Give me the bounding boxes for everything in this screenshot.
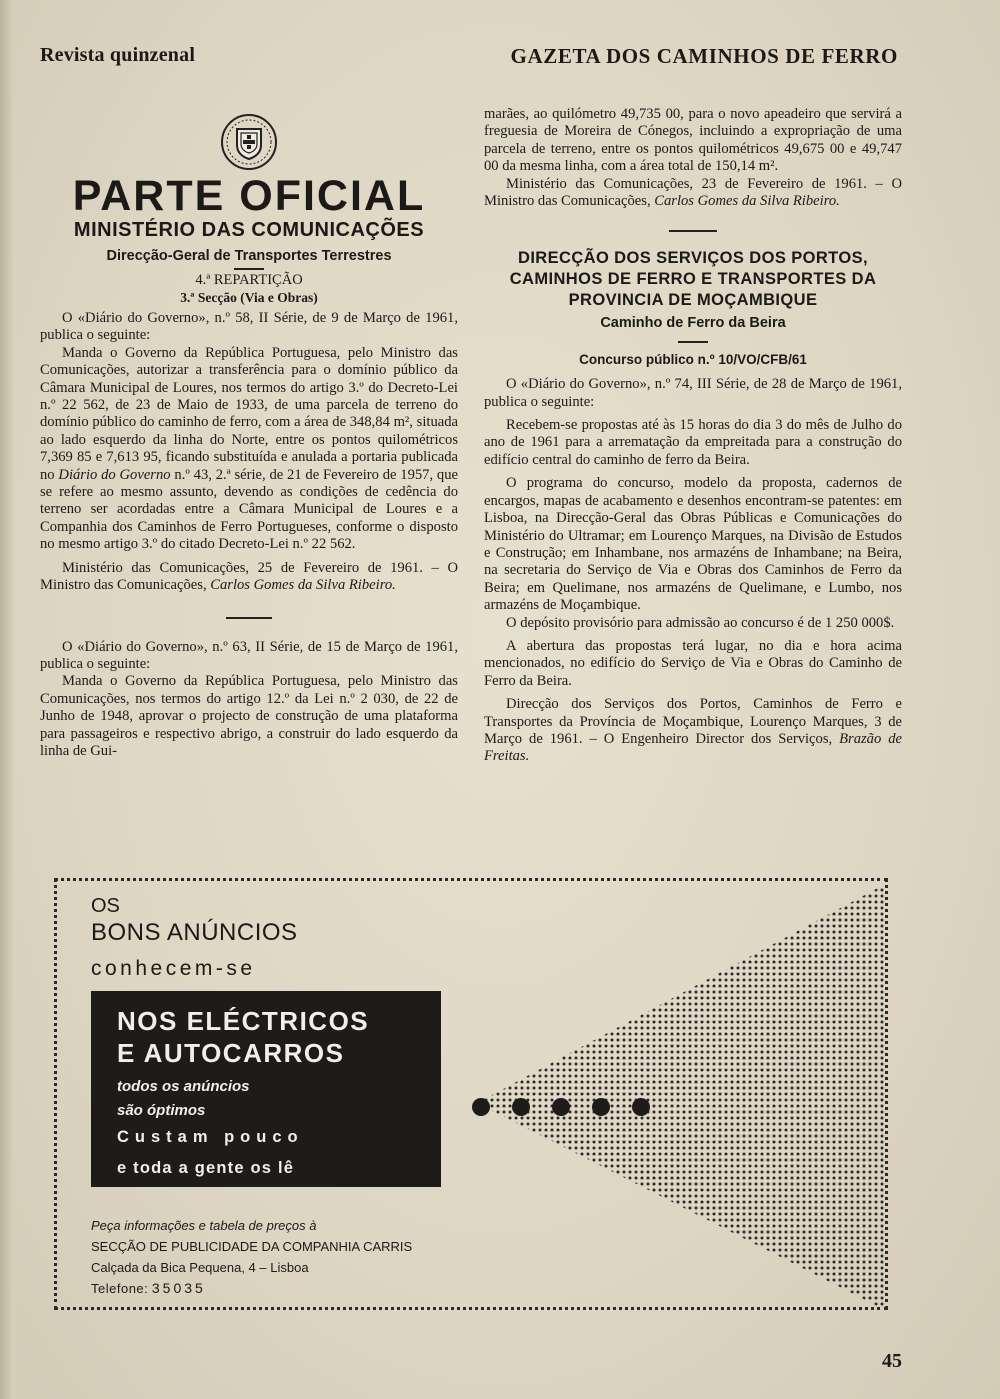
item2-intro: O «Diário do Governo», n.º 63, II Série, de 15 de Março de 1961, publica o seguinte:: [40, 638, 458, 672]
section-title: PARTE OFICIAL: [72, 172, 426, 220]
ad-line-4: e toda a gente os lê: [117, 1159, 295, 1177]
page-spine-shadow: [0, 0, 14, 1399]
ad-info-3: Calçada da Bica Pequena, 4 – Lisboa: [91, 1260, 309, 1275]
ad-headline-1: NOS ELÉCTRICOS: [117, 1006, 370, 1036]
contest-p3: O programa do concurso, modelo da proposta, cadernos de encargos, mapas de acabamento e desenhos encontram-se patentes: em Lisboa, na Direcção-Geral das Obras Públicas e Comunicações do Ministério do Ultramar; em Lourenço Marques, na Divisão de Estudos e Construção; em Inhambane, nos armazéns de Inhambane; na Beira, na secretaria do Serviço de Via e Obras dos Caminhos de Ferro da Beira; em Quelimane, nos armazéns de Quelimane, e Lumbo, nos armazéns de Moçambique.: [484, 475, 902, 614]
ad-info-2: SECÇÃO DE PUBLICIDADE DA COMPANHIA CARRIS: [91, 1239, 413, 1254]
ad-black-panel: [91, 991, 441, 1187]
section-heading: 3.ª Secção (Via e Obras): [180, 290, 318, 305]
header-right: GAZETA DOS CAMINHOS DE FERRO: [510, 44, 898, 68]
item1-body-b: n.º 43, 2.ª série, de 21 de Fevereiro de 1957, que se refere ao mesmo assunto, devendo as condições de cedência do terreno ser acordadas entre a Câmara Municipal de Loures e a Companhia dos Caminhos de Ferro Portugueses, conforme o disposto no mesmo artigo 3.º do citado Decreto-Lei n.º 22 562.: [40, 466, 458, 553]
ad-dots-graphic: [469, 1095, 669, 1119]
railway-heading: Caminho de Ferro da Beira: [600, 315, 786, 332]
item1-body: [40, 345, 458, 554]
divider: [678, 341, 708, 343]
contest-p4: O depósito provisório para admissão ao concurso é de 1 250 000$.: [506, 614, 895, 631]
ad-lines-italic: [117, 1075, 250, 1123]
item2-body: Manda o Governo da República Portuguesa, pelo Ministro das Comunicações, nos termos do artigo 12.º da Lei n.º 2 030, de 22 de Junho de 1948, aprovar o projecto de construção de uma plataforma para passageiros e respectivo abrigo, a construir do lado esquerdo da linha de Gui-: [40, 673, 458, 759]
item1-sign-name: Carlos Gomes da Silva Ribeiro.: [210, 577, 396, 594]
ad-headline: [117, 1005, 369, 1069]
contest-p6: [484, 696, 902, 766]
item1-sign-a: Ministério das Comunicações, 25 de Fevereiro de 1961. – O Ministro das Comunicações,: [40, 559, 458, 594]
item2-sign-name: Carlos Gomes da Silva Ribeiro.: [654, 193, 840, 210]
directorate-heading: Direcção-Geral de Transportes Terrestres: [106, 248, 392, 264]
coat-of-arms-icon: [219, 112, 279, 172]
ad-phone-number: 35035: [151, 1280, 206, 1296]
ad-contact-info: [91, 1215, 412, 1299]
contest-p5: A abertura das propostas terá lugar, no dia e hora acima mencionados, no edifício do Serviço de Via e Obras do Caminho de Ferro da Beira.: [484, 637, 902, 689]
directorate-heading-mozambique: DIRECÇÃO DOS SERVIÇOS DOS PORTOS, CAMINHOS DE FERRO E TRANSPORTES DA PROVINCIA DE MOÇAMBIQUE: [509, 249, 877, 310]
ad-line-3: Custam pouco: [117, 1128, 304, 1146]
contest-p6-name: Brazão de Freitas.: [484, 730, 902, 765]
ad-line-2: são óptimos: [117, 1102, 206, 1119]
ad-headline-2: E AUTOCARROS: [117, 1038, 345, 1068]
ad-os: OS: [91, 895, 120, 917]
item2-signature: [484, 176, 902, 211]
ad-conhecem: conhecem-se: [91, 957, 256, 980]
item1-body-a: Manda o Governo da República Portuguesa, pelo Ministro das Comunicações, autorizar a transferência para o domínio público da Câmara Municipal de Loures, nos termos do artigo 3.º do Decreto-Lei n.º 22 562, de 23 de Maio de 1933, de uma parcela de terreno do domínio público do caminho de ferro, com a área de 348,84 m², situada ao lado esquerdo da linha do Norte, entre os pontos quilométricos 7,369 85 e 7,613 95, ficando substituída e anulada a portaria publicada no: [40, 344, 458, 483]
contest-p2: Recebem-se propostas até às 15 horas do dia 3 do mês de Julho do ano de 1961 para a arrematação da empreitada para a construção do edifício central do caminho de ferro da Beira.: [484, 417, 902, 468]
left-column: [40, 112, 458, 760]
item1-body-italic: Diário do Governo: [58, 466, 171, 483]
repartition-heading: 4.ª REPARTIÇÃO: [195, 272, 303, 288]
page-number: 45: [882, 1350, 902, 1372]
divider: [669, 230, 717, 232]
item1-intro: O «Diário do Governo», n.º 58, II Série, de 9 de Março de 1961, publica o seguinte:: [40, 310, 458, 344]
divider: [234, 268, 264, 270]
divider: [226, 617, 272, 619]
ad-phone-label: Telefone:: [91, 1281, 149, 1296]
right-column: [484, 106, 902, 766]
header-left: Revista quinzenal: [40, 44, 196, 66]
contest-p6-a: Direcção dos Serviços dos Portos, Caminhos de Ferro e Transportes da Província de Moçambique, Lourenço Marques, 3 de Março de 1961. – O Engenheiro Director dos Serviços,: [484, 696, 902, 747]
contest-p1: O «Diário do Governo», n.º 74, III Série, de 28 de Março de 1961, publica o seguinte:: [484, 376, 902, 410]
item2-sign-a: Ministério das Comunicações, 23 de Fevereiro de 1961. – O Ministro das Comunicações,: [484, 175, 902, 210]
ad-phone: [91, 1278, 412, 1299]
ad-bons-anuncios: BONS ANÚNCIOS: [91, 919, 298, 946]
ad-info-1: Peça informações e tabela de preços à: [91, 1218, 317, 1233]
ad-line-1: todos os anúncios: [117, 1078, 250, 1095]
ministry-heading: MINISTÉRIO DAS COMUNICAÇÕES: [73, 219, 425, 241]
carris-advertisement: [54, 878, 888, 1310]
contest-heading: Concurso público n.º 10/VO/CFB/61: [579, 351, 807, 367]
continuation-text: marães, ao quilómetro 49,735 00, para o novo apeadeiro que servirá a freguesia de Moreira de Cónegos, incluindo a expropriação de uma parcela de terreno, entre os pontos quilométricos 49,675 00 e 49,747 00 da mesma linha, com a área total de 150,14 m².: [484, 106, 902, 175]
item1-signature: [40, 560, 458, 595]
